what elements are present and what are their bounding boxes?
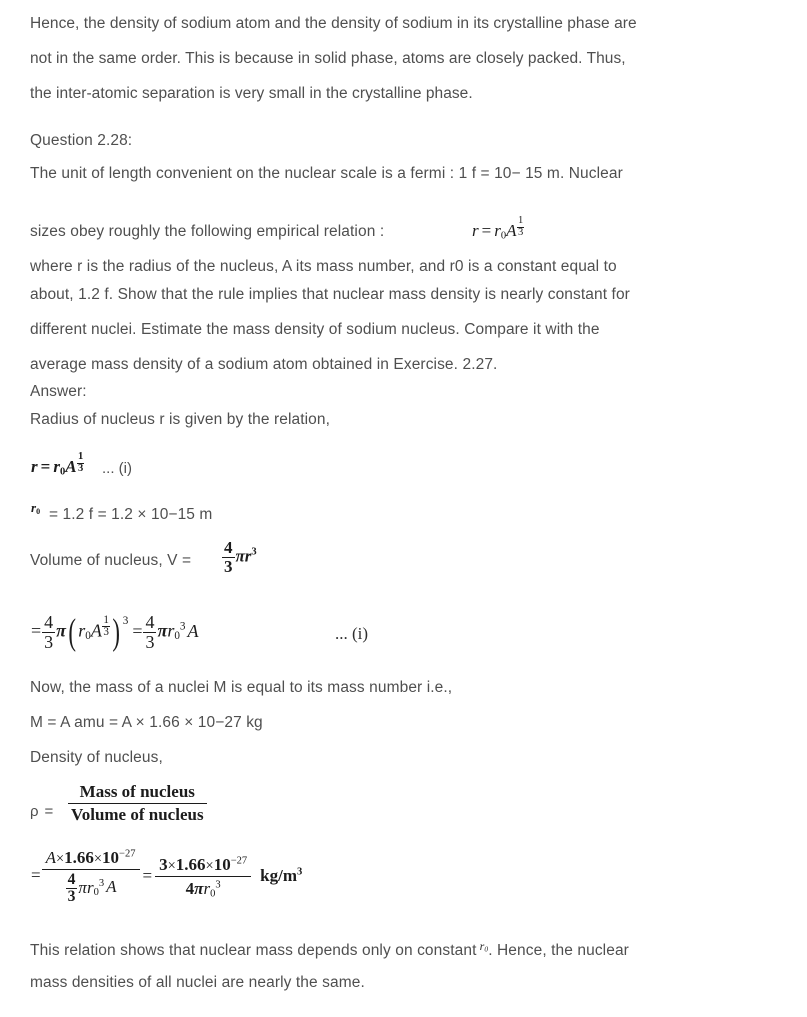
final-units-base: kg/m: [260, 865, 298, 885]
final-n1-times-2: ×: [93, 851, 103, 867]
final-d1-sub: 0: [93, 886, 99, 898]
eq2-frac2-num: 4: [145, 612, 155, 632]
final-d2-4: 4: [185, 878, 195, 898]
question-line-3: where r is the radius of the nucleus, A its mass number, and r0 is a constant equal to: [30, 258, 617, 275]
r0-value-base: r: [31, 500, 37, 515]
final-n1-A: A: [45, 848, 56, 867]
final-d2-exp: 3: [215, 879, 221, 891]
closing-text-b: . Hence, the nuclear: [488, 942, 629, 959]
density-stack: [68, 782, 207, 825]
final-inner-frac-1: [66, 872, 78, 906]
r0-value-sub: 0: [36, 506, 41, 516]
density-numerator: Mass of nucleus: [68, 782, 207, 804]
rho-symbol: [30, 803, 53, 820]
volume-formula: [221, 539, 257, 576]
eq1-r: r: [31, 457, 38, 477]
intro-line-1: Hence, the density of sodium atom and the density of sodium in its crystalline phase are: [30, 15, 637, 32]
volume-exp: 3: [251, 546, 257, 558]
final-frac1-num: [42, 848, 140, 870]
eq2-r0-base-2: r: [167, 620, 175, 641]
final-d1-A: A: [106, 877, 117, 897]
eq2-outer-exponent: 3: [122, 614, 129, 627]
volume-pi: π: [235, 546, 245, 566]
eq2-frac2-den: 3: [145, 631, 155, 652]
eq2-frac-2: [143, 613, 156, 652]
eq2-equals-2: =: [132, 620, 143, 641]
density-definition-fraction: [68, 782, 207, 825]
intro-paragraph: [30, 6, 780, 111]
formula-r0-base: r: [494, 221, 501, 241]
eq2-frac1-num: 4: [44, 612, 54, 632]
formula-equals: =: [481, 221, 492, 241]
eq2-pi-2: π: [157, 620, 168, 641]
eq1-exp-num: 1: [78, 451, 84, 462]
question-line-6: average mass density of a sodium atom obtained in Exercise. 2.27.: [30, 356, 498, 373]
final-units-exp: 3: [297, 865, 303, 877]
closing-r0-sub: 0: [484, 944, 489, 954]
closing-inline-r0: [476, 939, 488, 953]
final-d2-sub: 0: [210, 888, 216, 900]
eq2-r0-exp-2: 3: [179, 620, 186, 633]
density-label: Density of nucleus,: [30, 749, 163, 766]
eq2-close-paren: ): [112, 610, 121, 652]
final-fraction-1: [42, 848, 140, 905]
eq2-frac1-den: 3: [44, 631, 54, 652]
eq1-r0-base: r: [53, 457, 60, 477]
equation-radius-ref: ... (i): [102, 460, 132, 477]
final-n2-times-2: ×: [205, 858, 214, 875]
closing-line-2: mass densities of all nuclei are nearly the same.: [30, 974, 365, 991]
question-line-4: about, 1.2 f. Show that the rule implies that nuclear mass density is nearly constant for: [30, 286, 630, 303]
eq2-inner-exp-den: 3: [103, 626, 109, 639]
answer-heading: Answer:: [30, 383, 87, 400]
eq1-equals: =: [40, 457, 51, 477]
volume-frac-den: 3: [224, 556, 233, 576]
final-equals-2: =: [142, 865, 153, 885]
final-n1-base: 10: [102, 848, 120, 867]
intro-line-3: the inter-atomic separation is very small in the crystalline phase.: [30, 85, 473, 102]
answer-line-1: Radius of nucleus r is given by the relation,: [30, 411, 331, 428]
rho-equals: =: [44, 803, 54, 820]
formula-A: A: [506, 221, 517, 241]
eq2-A-1: A: [90, 620, 102, 641]
mass-line-1: Now, the mass of a nuclei M is equal to its mass number i.e.,: [30, 679, 453, 696]
eq2-r0-base: r: [78, 620, 86, 641]
eq2-open-paren: (: [68, 610, 76, 652]
closing-line-1: [30, 941, 629, 961]
final-fraction-2: [155, 855, 251, 898]
eq2-inner-exp-num: 1: [103, 614, 109, 627]
eq2-pi-1: π: [56, 620, 66, 641]
closing-r0-base: r: [479, 939, 485, 953]
mass-line-2: M = A amu = A × 1.66 × 10−27 kg: [30, 714, 263, 731]
eq1-A: A: [65, 457, 77, 477]
question-line-2: sizes obey roughly the following empirical relation :: [30, 223, 385, 240]
volume-frac-num: 4: [224, 538, 233, 557]
eq1-r0-sub: 0: [59, 466, 66, 478]
final-d1-den: 3: [67, 888, 76, 906]
eq2-r0-sub-2: 0: [174, 629, 180, 642]
question-line-5: different nuclei. Estimate the mass density of sodium nucleus. Compare it with the: [30, 321, 600, 338]
eq1-exp-den: 3: [78, 462, 84, 474]
final-n2-3: 3: [159, 855, 168, 875]
formula-exp-den: 3: [518, 226, 524, 238]
eq2-A-2: A: [187, 620, 199, 641]
final-frac1-den: [42, 870, 140, 906]
density-denominator: Volume of nucleus: [71, 805, 204, 825]
volume-label: Volume of nucleus, V =: [30, 552, 192, 569]
final-equals-1: =: [31, 865, 41, 885]
empirical-relation-formula: [472, 216, 525, 241]
question-heading: Question 2.28:: [30, 132, 133, 149]
final-d1-num: 4: [67, 870, 76, 888]
final-n1-val: 1.66: [64, 848, 94, 867]
volume-r: r: [244, 546, 252, 566]
formula-r: r: [472, 221, 479, 241]
eq2-equals-1: =: [31, 620, 42, 641]
eq2-inner-exponent: [102, 614, 111, 639]
final-frac2-num: [155, 855, 251, 877]
final-n1-times-1: ×: [55, 851, 65, 867]
equation-volume-expansion: [31, 610, 199, 652]
volume-fraction: [222, 539, 235, 576]
final-frac2-den: [155, 877, 251, 899]
final-units: [260, 866, 302, 885]
closing-text-a: This relation shows that nuclear mass depends only on constant: [30, 942, 477, 959]
r0-symbol: [31, 500, 40, 516]
final-d1-r: r: [86, 877, 94, 897]
eq1-exponent: [77, 451, 85, 474]
final-d1-exp: 3: [98, 877, 105, 889]
final-density-equation: [31, 848, 302, 905]
eq2-r0-sub: 0: [85, 629, 91, 642]
final-n2-times-1: ×: [167, 858, 176, 875]
formula-exp-num: 1: [518, 215, 524, 226]
final-d2-pi: π: [194, 878, 204, 898]
r0-value-text: = 1.2 f = 1.2 × 10−15 m: [49, 506, 213, 523]
question-line-1: The unit of length convenient on the nuclear scale is a fermi : 1 f = 10− 15 m. Nuclear: [30, 165, 623, 182]
final-n2-base: 10: [213, 855, 231, 875]
formula-exponent: [517, 215, 525, 238]
equation-radius: [31, 452, 85, 477]
intro-line-2: not in the same order. This is because in solid phase, atoms are closely packed. Thus,: [30, 50, 626, 67]
final-n1-exp: −27: [119, 848, 136, 860]
final-d2-r: r: [203, 878, 211, 898]
final-n2-exp: −27: [230, 855, 248, 867]
formula-r0-sub: 0: [500, 230, 507, 242]
final-n2-val: 1.66: [175, 855, 206, 875]
equation-volume-ref: ... (i): [335, 624, 369, 643]
rho-glyph: ρ: [30, 803, 39, 820]
eq2-frac-1: [42, 613, 55, 652]
final-d1-pi: π: [78, 877, 87, 897]
